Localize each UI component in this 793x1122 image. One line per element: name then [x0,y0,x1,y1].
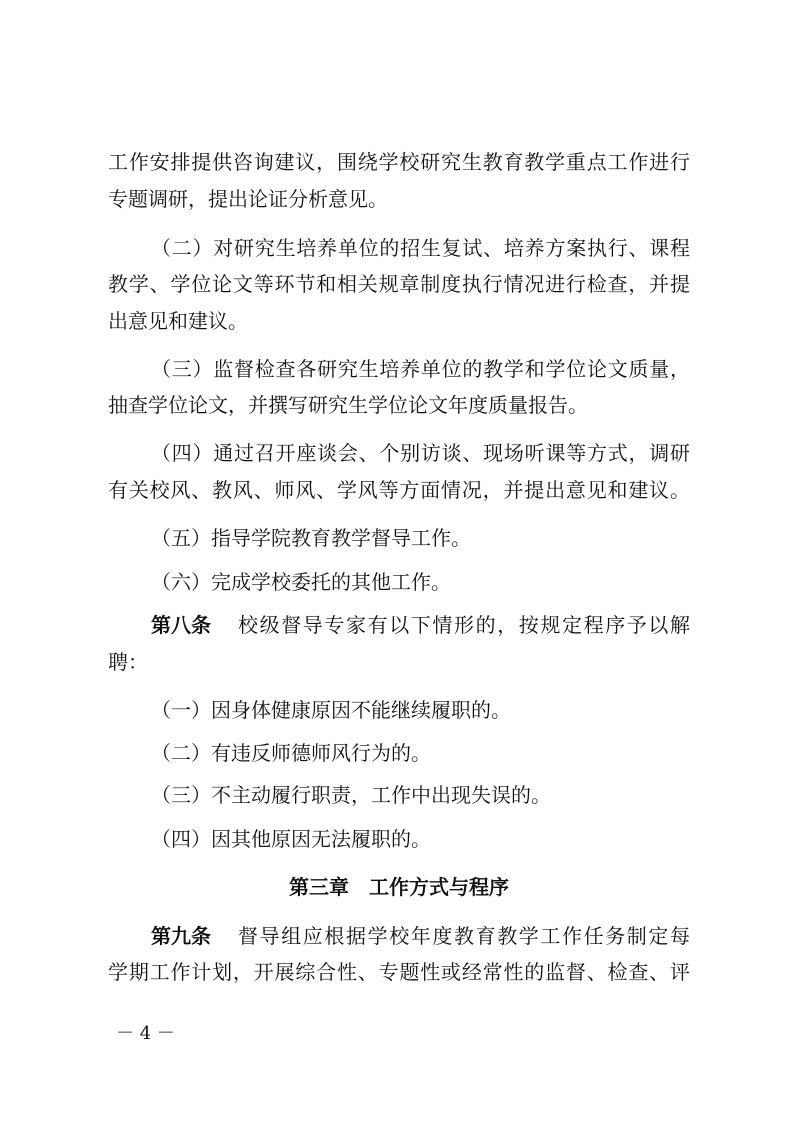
article-text-line: 校级督导专家有以下情形的，按规定程序予以解 [238,613,690,637]
list-item-line: 有关校风、教风、师风、学风等方面情况，并提出意见和建议。 [108,478,690,502]
list-item-line: （二）对研究生培养单位的招生复试、培养方案执行、课程 [151,236,690,260]
article-label: 第九条 [151,924,211,948]
paragraph-line: 工作安排提供咨询建议，围绕学校研究生教育教学重点工作进行 [108,150,690,174]
chapter-heading: 第三章 工作方式与程序 [289,875,509,899]
list-item-line: 出意见和建议。 [108,309,248,333]
page-number: － 4 － [116,1023,175,1044]
article-label: 第八条 [151,613,211,637]
list-item-line: （三）监督检查各研究生培养单位的教学和学位论文质量， [151,357,690,381]
article-text-line: 学期工作计划，开展综合性、专题性或经常性的监督、检查、评 [108,960,690,984]
list-item-line: （三）不主动履行职责，工作中出现失误的。 [151,783,551,807]
article-text-line: 聘： [108,650,148,674]
paragraph-line: 专题调研，提出论证分析意见。 [108,187,388,211]
list-item-line: （四）因其他原因无法履职的。 [151,827,431,851]
article-text-line: 督导组应根据学校年度教育教学工作任务制定每 [238,924,690,948]
list-item-line: 抽查学位论文，并撰写研究生学位论文年度质量报告。 [108,393,588,417]
list-item-line: （四）通过召开座谈会、个别访谈、现场听课等方式，调研 [151,441,690,465]
list-item-line: （六）完成学校委托的其他工作。 [151,570,451,594]
list-item-line: （一）因身体健康原因不能继续履职的。 [151,698,511,722]
list-item-line: 教学、学位论文等环节和相关规章制度执行情况进行检查，并提 [108,272,690,296]
list-item-line: （二）有违反师德师风行为的。 [151,741,431,765]
list-item-line: （五）指导学院教育教学督导工作。 [151,526,471,550]
